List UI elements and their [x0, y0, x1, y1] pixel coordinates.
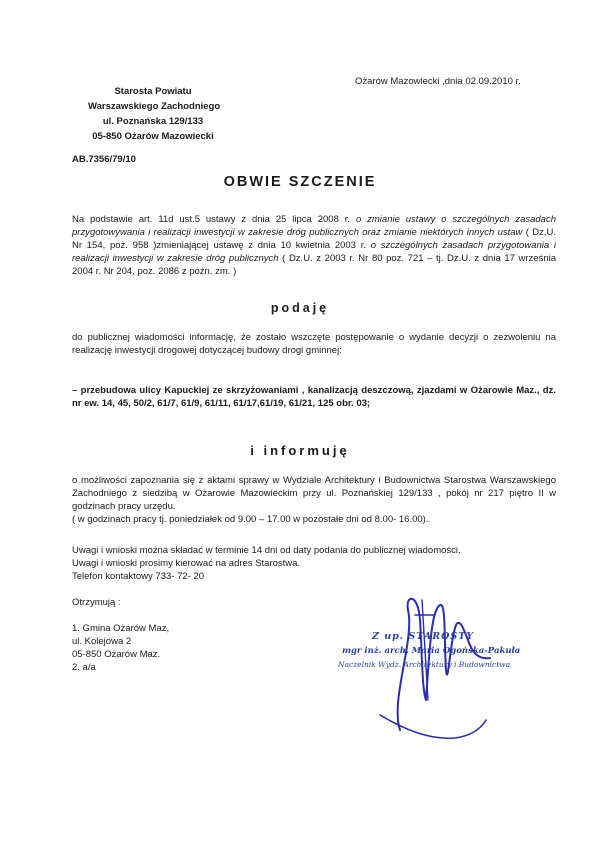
handwritten-signature [360, 580, 510, 750]
remark-line: Uwagi i wnioski prosimy kierować na adres Starostwa. [72, 558, 301, 569]
office-hours: ( w godzinach pracy tj. poniedziałek od 9.00 – 17.00 w pozostałe dni od 8.00- 16.00). [72, 514, 429, 525]
sender-line: Warszawskiego Zachodniego [88, 101, 221, 112]
intro-law-title: o szczególnych zasadach przygotowania i realizacji inwestycji w zakresie dróg publicznych [72, 240, 556, 264]
document-title: OBWIE SZCZENIE [223, 174, 377, 190]
recipient-line: 05-850 Ożarów Maz. [72, 649, 161, 660]
intro-text: ( Dz.U. z 2003 r. Nr 80 poz. 721 – tj. Dz.U. z dnia 17 września 2004 r. Nr 204, poz. 2086 z późn. zm. ) [72, 253, 557, 277]
stamp-line: mgr inż. arch. Maria Ogońska-Pakuła [342, 646, 521, 656]
sender-block [88, 84, 221, 144]
recipients-label: Otrzymują : [72, 597, 121, 608]
stamp-line: Naczelnik Wydz. Architektury i Budownictwa [338, 660, 511, 669]
announcement-paragraph: do publicznej wiadomości informację, że zostało wszczęte postępowanie o wydanie decyzji o zezwoleniu na realizację inwestycji drogowej dotyczącej budowy drogi gminnej: [72, 332, 556, 356]
info-paragraph [72, 474, 556, 526]
remark-line: Telefon kontaktowy 733- 72- 20 [72, 571, 205, 582]
recipients-list [72, 622, 169, 674]
legal-basis-paragraph [72, 213, 556, 278]
remarks-block [72, 544, 556, 583]
recipient-line: ul. Kolejowa 2 [72, 636, 132, 647]
sender-line: ul. Poznańska 129/133 [102, 116, 204, 127]
project-description: – przebudowa ulicy Kapuckiej ze skrzyżowaniami , kanalizacją deszczową, zjazdami w Ożarowie Maz., dz. nr ew. 14, 45, 50/2, 61/7, 61/9, 61/11, 61/17,61/19, 61/21, 125 obr. 03; [72, 385, 556, 409]
stamp-line: Z up. STAROSTY [372, 631, 475, 642]
remark-line: Uwagi i wnioski można składać w terminie 14 dni od daty podania do publicznej wiadomości. [72, 545, 461, 556]
recipient-line: 1. Gmina Ożarów Maz, [72, 623, 170, 634]
intro-law-title: o zmianie ustawy o szczególnych zasadach przygotowywania i realizacji inwestycji w zakresie dróg publicznych oraz zmianie niektórych innych ustaw [72, 214, 557, 238]
intro-text: Na podstawie art. 11d ust.5 ustawy z dnia 25 lipca 2008 r. [72, 214, 356, 225]
sender-line: Starosta Powiatu [114, 86, 192, 97]
reference-number: AB.7356/79/10 [72, 154, 136, 165]
date-line: Ożarów Mazowiecki ,dnia 02.09.2010 r. [355, 76, 521, 87]
sender-line: 05-850 Ożarów Mazowiecki [92, 131, 214, 142]
section-heading-informuje: i informuję [250, 443, 350, 458]
section-heading-podaje: podaję [270, 301, 330, 315]
info-text: o możliwości zapoznania się z aktami sprawy w Wydziale Architektury i Budownictwa Starostwa Warszawskiego Zachodniego z siedzibą w Ożarowie Mazowieckim przy ul. Poznańskiej 129/133 , pokój nr 217 piętro II w godzinach pracy urzędu. [72, 475, 556, 512]
intro-text: ( Dz.U. Nr 154, poz. 958 )zmieniającej ustawę z dnia 10 kwietnia 2003 r. [72, 227, 556, 251]
recipient-line: 2. a/a [72, 662, 96, 673]
